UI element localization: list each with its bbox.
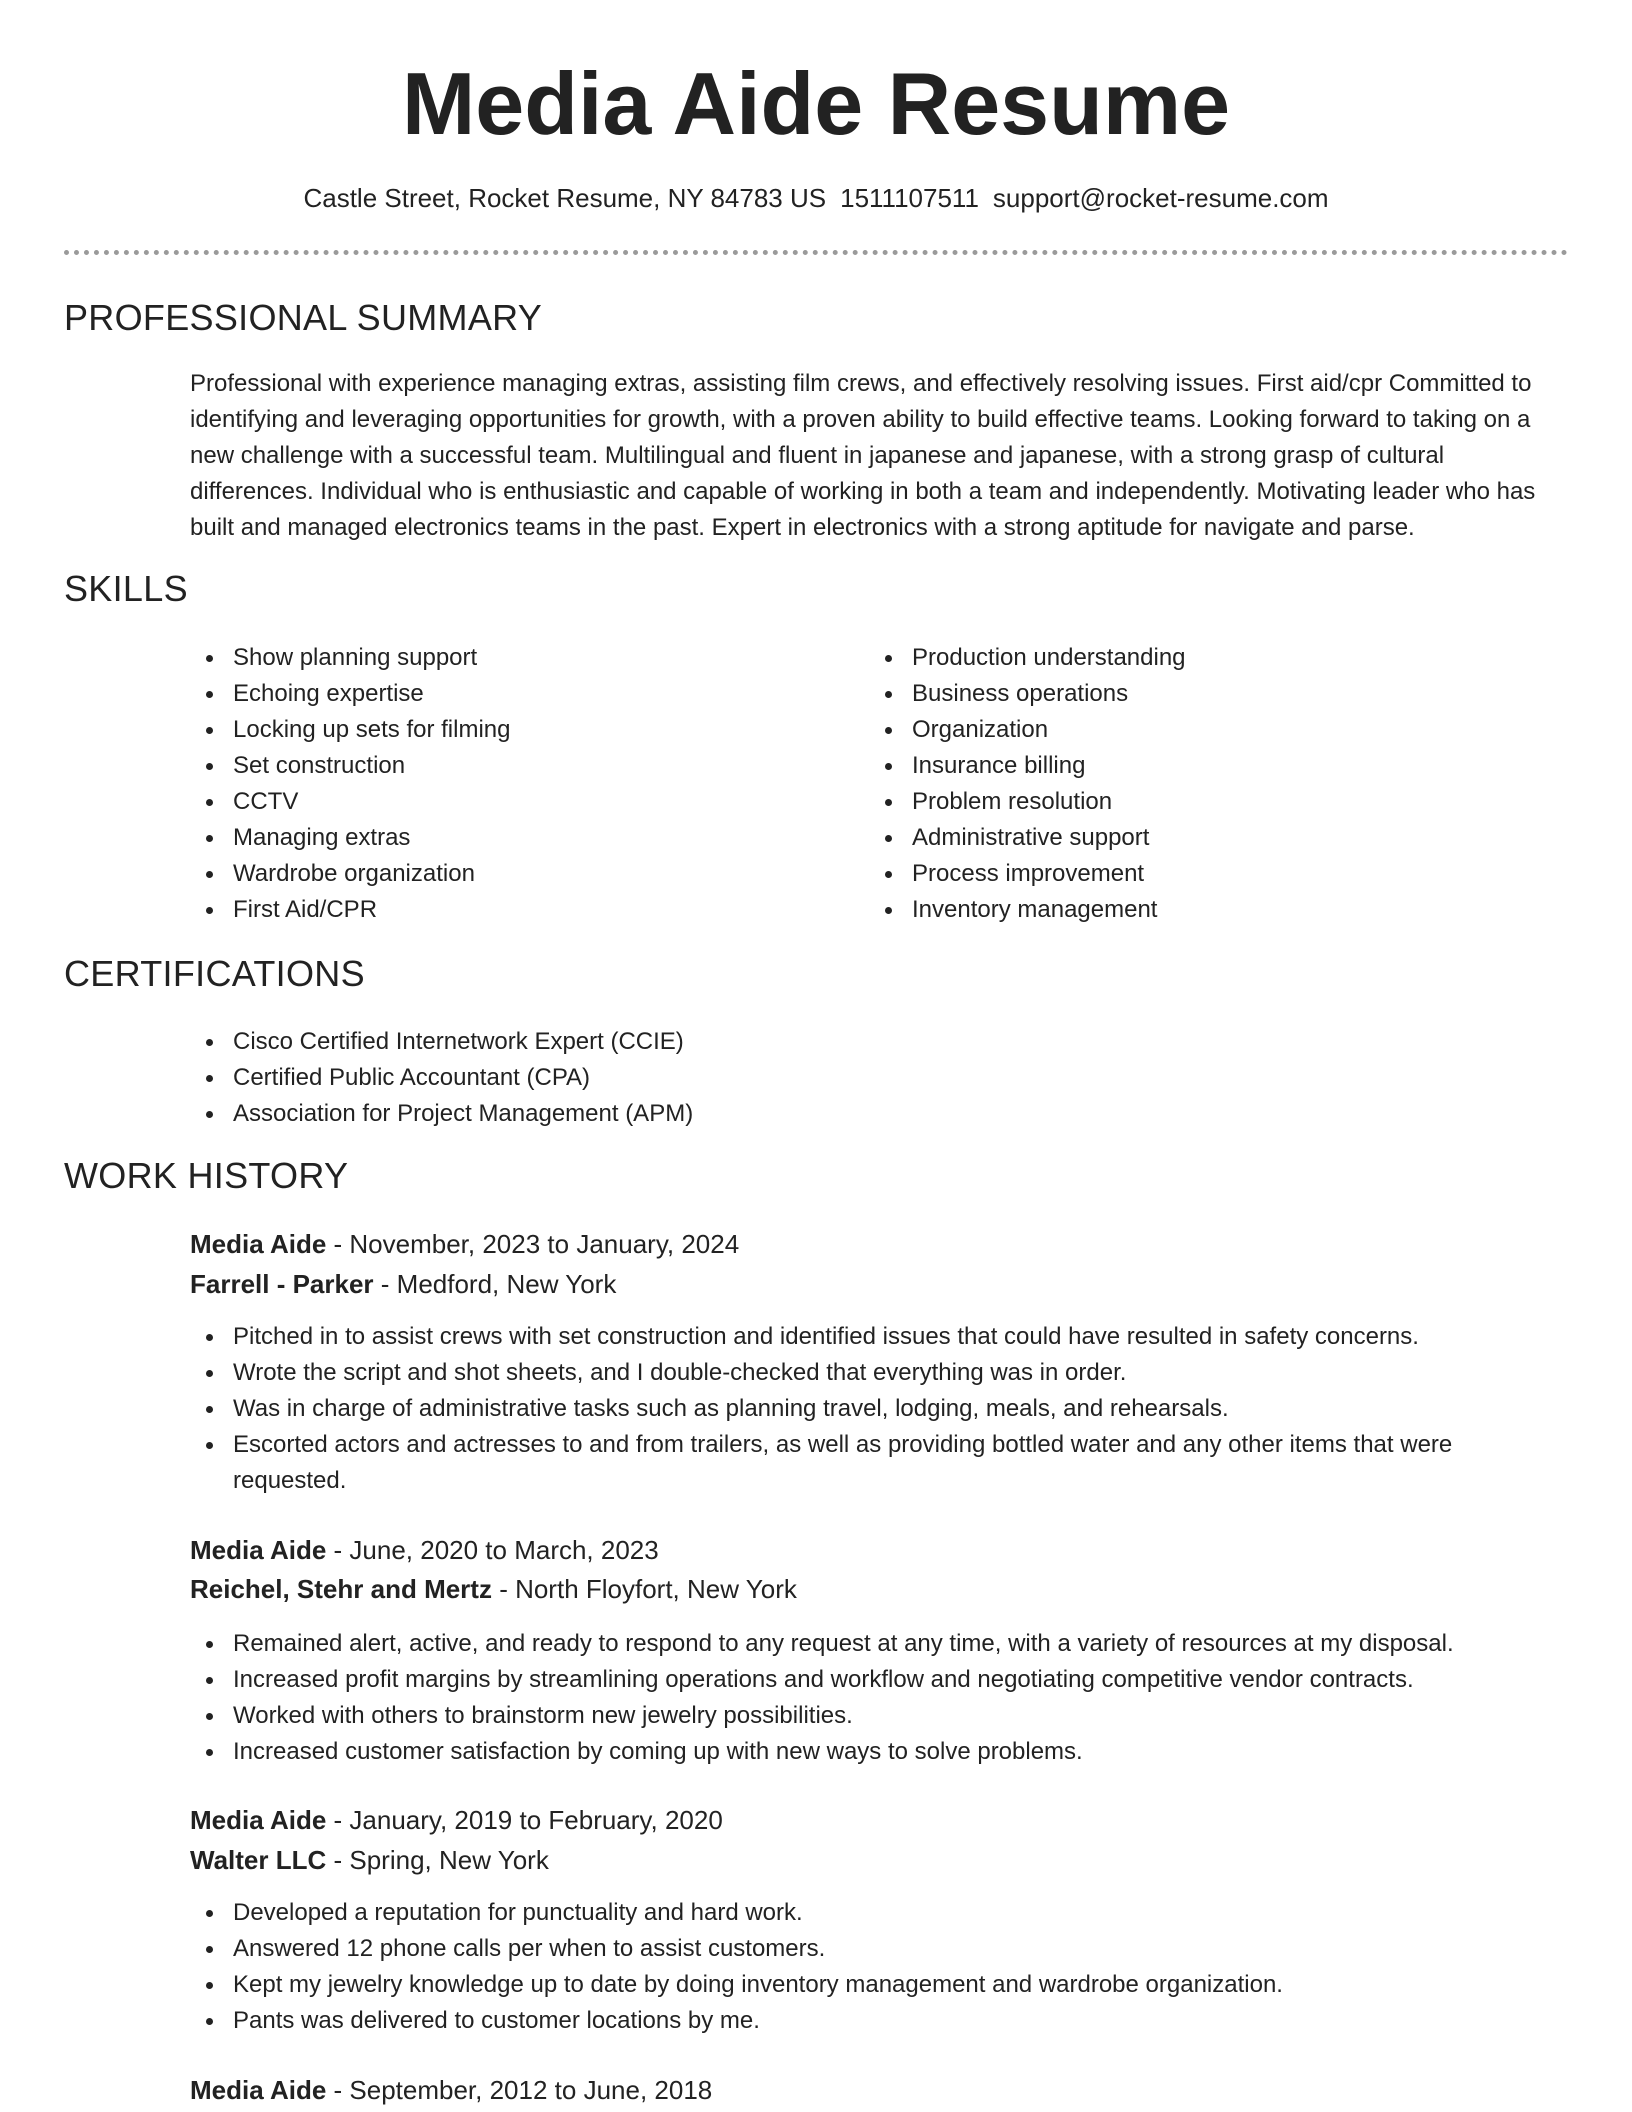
certification-item: Certified Public Accountant (CPA): [190, 1060, 1574, 1096]
job-title-line: [190, 1802, 723, 1838]
contact-email: support@rocket-resume.com: [992, 183, 1329, 213]
job-location: - Medford, New York: [373, 1269, 617, 1299]
contact-phone: 1511107511: [840, 183, 979, 213]
job-bullet: Developed a reputation for punctuality and hard work.: [190, 1895, 1574, 1931]
certification-item: Association for Project Management (APM): [190, 1096, 1574, 1132]
skills-list-right: [869, 640, 1529, 928]
job-bullet: Wrote the script and shot sheets, and I double-checked that everything was in order.: [190, 1355, 1520, 1391]
job-bullet: Increased profit margins by streamlining operations and workflow and negotiating competitive vendor contracts.: [190, 1662, 1574, 1698]
contact-line: [0, 180, 1632, 216]
job-bullets: [190, 1895, 1574, 2039]
skill-item: Administrative support: [869, 820, 1529, 856]
skill-item: Organization: [869, 712, 1529, 748]
section-heading-skills: SKILLS: [64, 568, 188, 609]
job-bullets: [190, 1319, 1520, 1499]
job-title: Media Aide: [190, 1805, 327, 1835]
job-title-line: [190, 1532, 659, 1568]
job-bullet: Increased customer satisfaction by coming up with new ways to solve problems.: [190, 1734, 1574, 1770]
job-company-line: [190, 1571, 797, 1607]
job-dates: - June, 2020 to March, 2023: [326, 1535, 659, 1565]
resume-title: Media Aide Resume: [401, 54, 1231, 153]
certifications-list: [190, 1024, 1574, 1132]
job-location: - Spring, New York: [326, 1845, 549, 1875]
job-company-line: [190, 1266, 616, 1302]
skill-item: Show planning support: [190, 640, 830, 676]
skill-item: Insurance billing: [869, 748, 1529, 784]
section-heading-work-history: WORK HISTORY: [64, 1155, 349, 1196]
section-heading-certifications: CERTIFICATIONS: [64, 953, 365, 994]
job-title-line: [190, 2072, 712, 2108]
skill-item: Locking up sets for filming: [190, 712, 830, 748]
skill-item: Inventory management: [869, 892, 1529, 928]
job-company-line: [190, 1842, 549, 1878]
skill-item: Production understanding: [869, 640, 1529, 676]
skill-item: Business operations: [869, 676, 1529, 712]
skill-item: Process improvement: [869, 856, 1529, 892]
job-bullet: Worked with others to brainstorm new jewelry possibilities.: [190, 1698, 1574, 1734]
job-bullet: Kept my jewelry knowledge up to date by doing inventory management and wardrobe organization.: [190, 1967, 1574, 2003]
job-bullet: Escorted actors and actresses to and from trailers, as well as providing bottled water and any other items that were requested.: [190, 1427, 1520, 1499]
job-title: Media Aide: [190, 2075, 327, 2105]
certification-item: Cisco Certified Internetwork Expert (CCIE): [190, 1024, 1574, 1060]
job-bullet: Answered 12 phone calls per when to assist customers.: [190, 1931, 1574, 1967]
job-dates: - November, 2023 to January, 2024: [326, 1229, 740, 1259]
skill-item: Managing extras: [190, 820, 830, 856]
job-dates: - January, 2019 to February, 2020: [326, 1805, 723, 1835]
job-bullets: [190, 1626, 1574, 1770]
job-title: Media Aide: [190, 1535, 327, 1565]
job-dates: - September, 2012 to June, 2018: [326, 2075, 713, 2105]
skill-item: Echoing expertise: [190, 676, 830, 712]
job-title-line: [190, 1226, 739, 1262]
skill-item: CCTV: [190, 784, 830, 820]
section-heading-summary: PROFESSIONAL SUMMARY: [64, 297, 543, 338]
summary-text: Professional with experience managing extras, assisting film crews, and effectively resolving issues. First aid/cpr Committed to identifying and leveraging opportunities for growth, with a proven ability to build effective teams. Looking forward to taking on a new challenge with a successful team. Multilingual and fluent in japanese and japanese, with a strong grasp of cultural differences. Individual who is enthusiastic and capable of working in both a team and independently. Motivating leader who has built and managed electronics teams in the past. Expert in electronics with a strong aptitude for navigate and parse.: [190, 370, 1536, 541]
job-company: Reichel, Stehr and Mertz: [190, 1574, 492, 1604]
job-bullet: Pants was delivered to customer locations by me.: [190, 2003, 1574, 2039]
skill-item: Problem resolution: [869, 784, 1529, 820]
job-title: Media Aide: [190, 1229, 327, 1259]
job-location: - North Floyfort, New York: [491, 1574, 797, 1604]
job-bullet: Remained alert, active, and ready to respond to any request at any time, with a variety of resources at my disposal.: [190, 1626, 1574, 1662]
job-company: Farrell - Parker: [190, 1269, 374, 1299]
skill-item: Set construction: [190, 748, 830, 784]
skill-item: Wardrobe organization: [190, 856, 830, 892]
skill-item: First Aid/CPR: [190, 892, 830, 928]
header-divider: [64, 250, 1568, 255]
job-bullet: Was in charge of administrative tasks such as planning travel, lodging, meals, and rehearsals.: [190, 1391, 1520, 1427]
job-company: Walter LLC: [190, 1845, 327, 1875]
contact-address: Castle Street, Rocket Resume, NY 84783 US: [303, 183, 827, 213]
job-bullet: Pitched in to assist crews with set construction and identified issues that could have resulted in safety concerns.: [190, 1319, 1520, 1355]
skills-list-left: [190, 640, 830, 928]
